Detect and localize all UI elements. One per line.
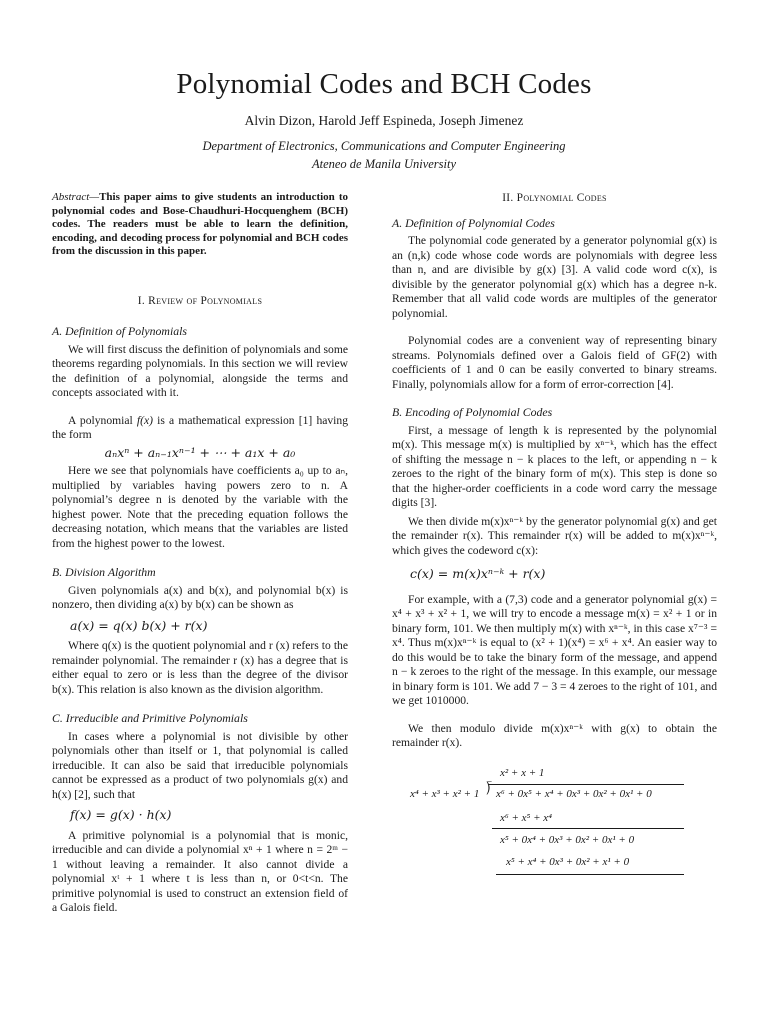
paragraph-1-5: Where q(x) is the quotient polynomial and r (x) refers to the remainder polynomial. The remainder r (x) has a degree that is either equal to zero or is less than the degree of the divisor b(x). This relation is also known as the division algorithm. — [52, 639, 348, 696]
paragraph-1-2: A polynomial f(x) is a mathematical expression [1] having the form — [52, 413, 348, 442]
division-rule-2 — [496, 874, 684, 875]
left-column — [52, 191, 348, 916]
affiliation-university: Ateneo de Manila University — [311, 157, 457, 171]
author-list: Alvin Dizon, Harold Jeff Espineda, Joseph Jimenez — [244, 113, 524, 128]
subsection-1c-heading: C. Irreducible and Primitive Polynomials — [52, 711, 248, 726]
section-2-heading: II. Polynomial Codes — [502, 192, 607, 204]
division-quotient: x² + x + 1 — [500, 766, 545, 779]
paragraph-1-3: Here we see that polynomials have coefficients a₀ up to aₙ, multiplied by variables having powers zero to n. A polynomial’s degree n is denoted by the variable with the highest power. Note that the preceding equation follows the decreasing notation, which means that the variables are listed from the highest power to the lowest. — [52, 464, 348, 550]
abstract — [52, 191, 348, 259]
abstract-lead: Abstract— — [52, 191, 100, 203]
right-column — [392, 191, 717, 883]
division-divisor: x⁴ + x³ + x² + 1 — [410, 787, 480, 800]
division-rule-1 — [492, 828, 684, 829]
paragraph-2-6: We then modulo divide m(x)xⁿ⁻ᵏ with g(x) to obtain the remainder r(x). — [392, 721, 717, 749]
equation-codeword: c(x) = m(x)xⁿ⁻ᵏ + r(x) — [410, 566, 546, 581]
paper-title: Polynomial Codes and BCH Codes — [176, 68, 592, 100]
division-step-1: x⁶ + x⁵ + x⁴ — [500, 811, 552, 824]
subsection-1b-heading: B. Division Algorithm — [52, 565, 156, 580]
paragraph-2-5: For example, with a (7,3) code and a generator polynomial g(x) = x⁴ + x³ + x² + 1, we will try to encode a message m(x) = x² + 1 or in binary form, 101. We then multiply m(x) with xⁿ⁻ᵏ, in this case x⁷⁻³ = x⁴. Thus m(x)xⁿ⁻ᵏ is equal to (x² + 1)(x⁴) = x⁶ + x⁴. An easier way to do this would be to take the binary form of the message, and append n − k zeroes to the right of the message. In this example, our message in binary form is 101. We add 7 − 3 = 4 zeroes to the right of 101, and we get 1010000. — [392, 592, 717, 707]
long-division-figure — [392, 763, 717, 883]
paragraph-1-4: Given polynomials a(x) and b(x), and polynomial b(x) is nonzero, then dividing a(x) by b(x) can be shown as — [52, 583, 348, 612]
division-dividend: x⁶ + 0x⁵ + x⁴ + 0x³ + 0x² + 0x¹ + 0 — [496, 787, 652, 800]
division-bracket: ⟌ — [486, 782, 492, 798]
paragraph-2-1: The polynomial code generated by a generator polynomial g(x) is an (n,k) code whose code words are polynomials with degree less than n, and are divisible by g(x) [3]. A valid code word c(x), is divisible by the generator polynomial g(x) which has a degree n-k. Remember that all valid code words are multiples of the generator polynomial. — [392, 234, 717, 320]
paragraph-2-3: First, a message of length k is represented by the polynomial m(x). This message m(x) is multiplied by xⁿ⁻ᵏ, which has the effect of shifting the message n − k places to the left, or appending n − k zeroes to the right of the binary form of m(x). This step is done so that the higher-order coefficients in a code word carry the message digits [3]. — [392, 423, 717, 509]
equation-irreducible-product: f(x) = g(x) · h(x) — [70, 807, 172, 823]
paragraph-1-7: A primitive polynomial is a polynomial that is monic, irreducible and can divide a polynomial xⁿ + 1 where n = 2ᵐ − 1 without leaving a remainder. It also cannot divide a polynomial xᵗ + 1 where t is less than n, or 0<t<n. The primitive polynomial is used to construct an extension field of a Galois field. — [52, 828, 348, 915]
division-step-2: x⁵ + 0x⁴ + 0x³ + 0x² + 0x¹ + 0 — [500, 833, 635, 846]
paragraph-1-1: We will first discuss the definition of polynomials and some theorems regarding polynomials. In this section we will review the definition of a polynomial, alongside the terms and concepts associated with it. — [52, 342, 348, 400]
paragraph-1-6: In cases where a polynomial is not divisible by other polynomials other than itself or 1, that polynomial is called irreducible. It can also be said that irreducible polynomials cannot be expressed as a product of two polynomials g(x) and h(x) [2], such that — [52, 729, 348, 801]
subsection-2a-heading: A. Definition of Polynomial Codes — [392, 215, 555, 230]
section-1-heading: I. Review of Polynomials — [137, 294, 263, 307]
paragraph-2-2: Polynomial codes are a convenient way of representing binary streams. Polynomials defined over a Galois field of GF(2) with coefficients of 1 and 0 can be easily converted to binary streams. Finally, polynomials allow for a form of error-correction [4]. — [392, 334, 717, 391]
equation-division-algorithm: a(x) = q(x) b(x) + r(x) — [70, 617, 208, 633]
division-bar — [488, 784, 684, 785]
subsection-2b-heading: B. Encoding of Polynomial Codes — [392, 405, 553, 419]
division-step-3: x⁵ + x⁴ + 0x³ + 0x² + x¹ + 0 — [506, 855, 630, 868]
equation-polynomial-form: aₙxⁿ + aₙ₋₁xⁿ⁻¹ + ⋯ + a₁x + a₀ — [104, 444, 296, 460]
paragraph-2-4: We then divide m(x)xⁿ⁻ᵏ by the generator polynomial g(x) and get the remainder r(x). This remainder r(x) will be added to m(x)xⁿ⁻ᵏ, which gives the codeword c(x): — [392, 514, 717, 557]
subsection-1a-heading: A. Definition of Polynomials — [52, 324, 187, 339]
affiliation-department: Department of Electronics, Communications and Computer Engineering — [202, 139, 566, 153]
abstract-text: This paper aims to give students an introduction to polynomial codes and Bose-Chaudhuri-Hocquenghem (BCH) codes. The readers must be able to learn the definition, encoding, and decoding process for polynomial and BCH codes from the discussion in this paper. — [52, 191, 348, 258]
